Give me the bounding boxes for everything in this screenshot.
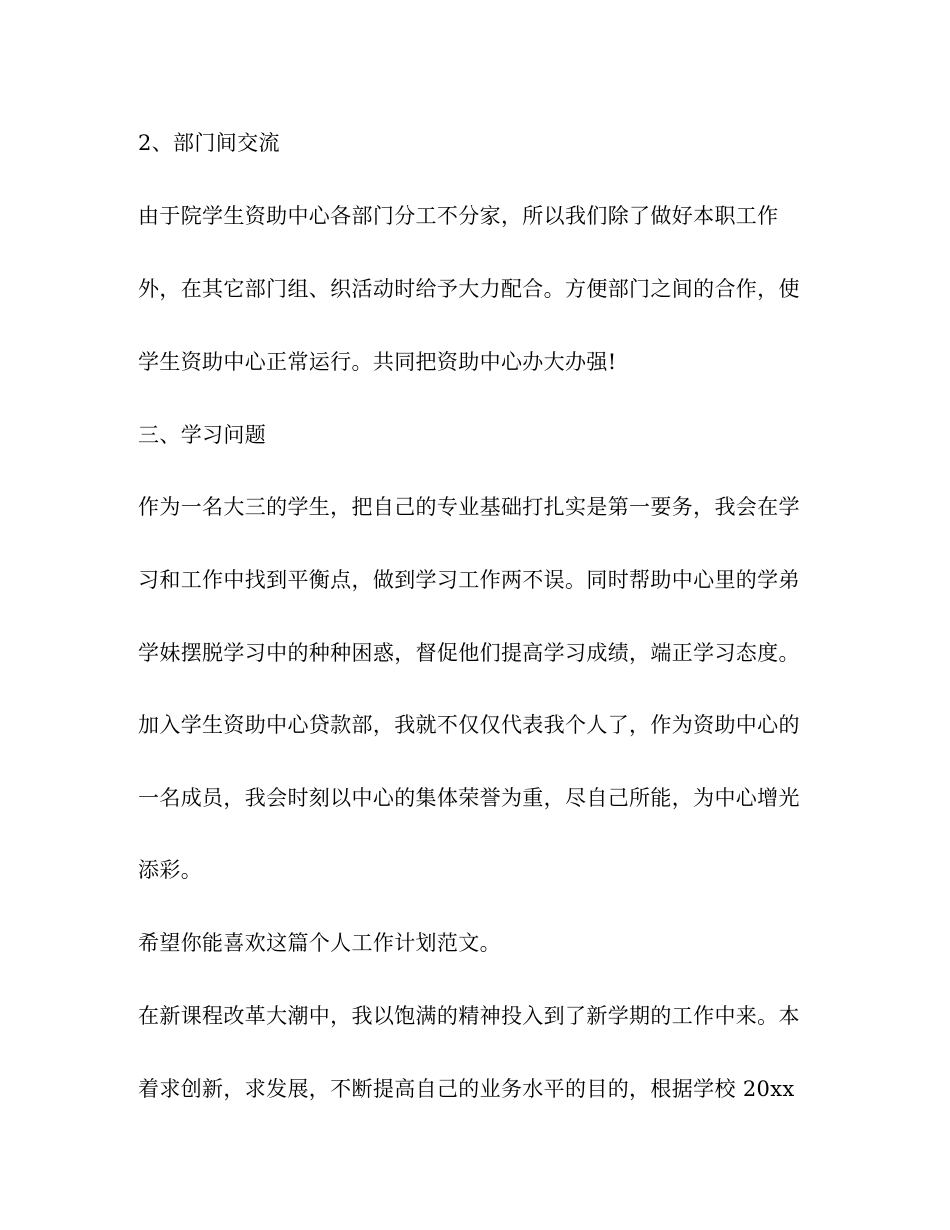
paragraph-line: 由于院学生资助中心各部门分工不分家，所以我们除了做好本职工作 xyxy=(138,204,779,228)
paragraph-line: 在新课程改革大潮中，我以饱满的精神投入到了新学期的工作中来。本 xyxy=(138,1004,800,1028)
paragraph-line: 添彩。 xyxy=(138,858,203,882)
section-heading-study-issues: 三、学习问题 xyxy=(138,423,267,447)
paragraph-line: 着求创新，求发展，不断提高自己的业务水平的目的，根据学校 20xx xyxy=(138,1077,795,1101)
paragraph-line: 一名成员，我会时刻以中心的集体荣誉为重，尽自己所能，为中心增光 xyxy=(138,786,800,810)
paragraph-line: 希望你能喜欢这篇个人工作计划范文。 xyxy=(138,931,501,955)
paragraph-line: 作为一名大三的学生，把自己的专业基础打扎实是第一要务，我会在学 xyxy=(138,495,800,519)
paragraph-line: 加入学生资助中心贷款部，我就不仅仅代表我个人了，作为资助中心的 xyxy=(138,713,800,737)
paragraph-line: 学生资助中心正常运行。共同把资助中心办大办强! xyxy=(138,350,617,374)
section-heading-department-exchange: 2、部门间交流 xyxy=(138,131,280,155)
paragraph-line: 学妹摆脱学习中的种种困惑，督促他们提高学习成绩，端正学习态度。 xyxy=(138,641,800,665)
paragraph-line: 习和工作中找到平衡点，做到学习工作两不误。同时帮助中心里的学弟 xyxy=(138,568,800,592)
paragraph-line: 外，在其它部门组、织活动时给予大力配合。方便部门之间的合作，使 xyxy=(138,277,800,301)
